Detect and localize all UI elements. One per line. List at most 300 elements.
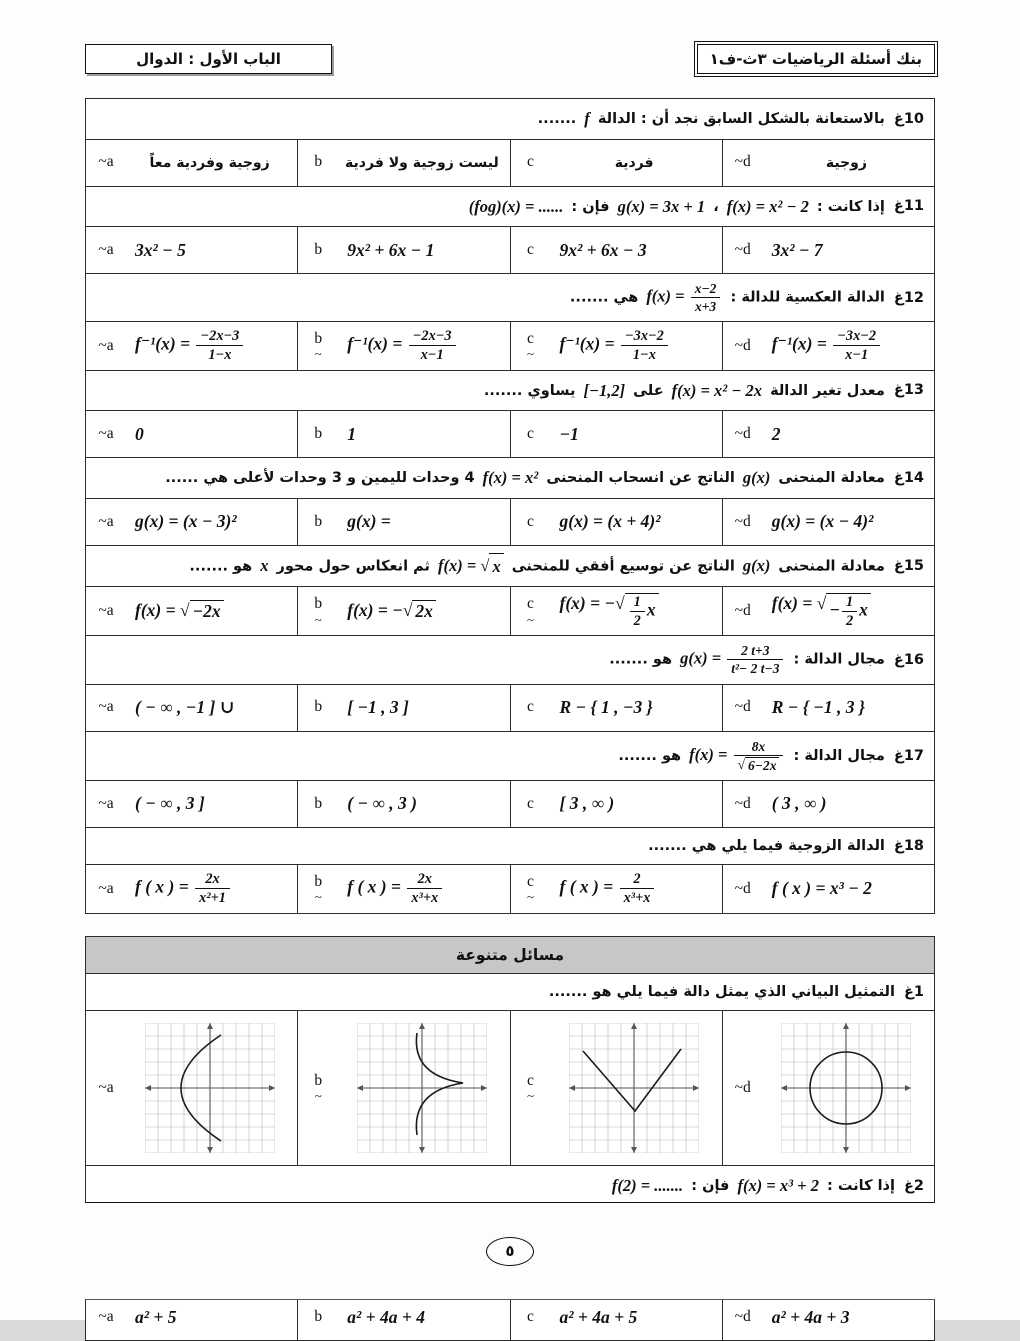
- tilde-mark: ~: [315, 890, 322, 904]
- math-text: 2x: [418, 871, 432, 887]
- question-number: 12غ: [889, 290, 924, 306]
- options-row: [86, 1010, 935, 1165]
- fraction-denominator: [196, 346, 243, 363]
- radicand: [412, 600, 436, 622]
- option-letter: b: [314, 426, 322, 442]
- option-label: [521, 1073, 541, 1103]
- math-text: f(x) = x² − 2: [727, 197, 809, 216]
- math-expression: [772, 240, 823, 261]
- question-row: [86, 545, 935, 587]
- question-text: [96, 194, 924, 220]
- math-expression: [772, 424, 781, 445]
- option-label: [96, 426, 116, 442]
- math-expression: [560, 424, 579, 445]
- option-label: [308, 1309, 328, 1325]
- option-label: [96, 881, 116, 897]
- graph-v-curve: [569, 1023, 699, 1153]
- option-letter: ~a: [98, 514, 113, 530]
- option-letter: c: [527, 796, 534, 812]
- math-expression: [583, 378, 625, 404]
- math-text: −1: [560, 424, 579, 444]
- math-expression: [772, 328, 882, 363]
- option-label: [521, 874, 541, 904]
- option-label: [308, 154, 328, 170]
- arabic-text: هي .......: [570, 290, 643, 306]
- graph-sideways-parabola: [145, 1023, 275, 1153]
- math-text: f(x) = x² − 2x: [672, 381, 762, 400]
- math-expression: [689, 739, 785, 773]
- option-cell: [86, 1294, 298, 1341]
- option-label: [308, 426, 328, 442]
- math-expression: [560, 697, 653, 718]
- option-letter: ~d: [735, 242, 751, 258]
- option-label: [733, 242, 753, 258]
- option-letter: ~a: [98, 426, 113, 442]
- math-expression: [680, 643, 785, 676]
- tilde-mark: ~: [315, 1089, 322, 1103]
- tilde-mark: ~: [315, 347, 322, 361]
- option-letter: ~a: [98, 338, 113, 354]
- option-text: زوجية وفردية معاً: [132, 155, 287, 171]
- math-text: 6−2x: [748, 758, 776, 773]
- arabic-text: هو .......: [189, 558, 257, 574]
- math-text: a² + 4a + 4: [347, 1307, 425, 1327]
- option-letter: c: [527, 1073, 534, 1089]
- graph-circle: [781, 1023, 911, 1153]
- option-letter: b: [314, 154, 322, 170]
- radical-sign-icon: √: [480, 556, 489, 575]
- arabic-text: .......: [538, 111, 582, 127]
- option-cell: [298, 1294, 510, 1341]
- option-cell: [510, 684, 722, 731]
- math-text: R − { −1 , 3 }: [772, 697, 865, 717]
- question-number: 16غ: [889, 652, 924, 668]
- math-text: 2: [634, 613, 641, 629]
- option-cell: [510, 1010, 722, 1165]
- arabic-text: التمثيل البياني الذي يمثل دالة فيما يلي هو .......: [549, 984, 895, 1000]
- option-text: زوجية: [769, 155, 924, 171]
- option-letter: ~d: [735, 881, 751, 897]
- question-number: 17غ: [889, 748, 924, 764]
- option-cell: [722, 139, 934, 186]
- question-text: [96, 106, 924, 132]
- option-letter: c: [527, 154, 534, 170]
- math-expression: [772, 511, 874, 532]
- math-expression: [560, 793, 615, 814]
- option-letter: ~a: [98, 1080, 113, 1096]
- option-label: [308, 796, 328, 812]
- math-text: 2: [846, 613, 853, 629]
- option-label: [521, 796, 541, 812]
- option-letter: c: [527, 699, 534, 715]
- math-expression: [772, 697, 865, 718]
- square-root: [480, 553, 503, 580]
- math-expression: [135, 600, 224, 622]
- option-cell: [86, 1010, 298, 1165]
- option-label: [733, 154, 753, 170]
- math-expression: [347, 328, 457, 363]
- option-cell: [722, 780, 934, 827]
- radicand: [826, 593, 871, 629]
- option-label: [96, 1080, 116, 1096]
- fraction-denominator: [833, 346, 880, 363]
- arabic-text: معادلة المنحنى: [773, 470, 884, 486]
- tilde-mark: ~: [527, 613, 534, 627]
- option-cell: [510, 1294, 722, 1341]
- math-text: f(x) =: [772, 593, 817, 613]
- math-text: [ −1 , 3 ]: [347, 697, 409, 717]
- math-text: f(x) = −: [560, 593, 616, 613]
- option-label: [733, 796, 753, 812]
- math-text: g(x) =: [347, 511, 391, 531]
- math-text: f⁻¹(x) =: [347, 334, 406, 354]
- math-text: (fog)(x) = ......: [469, 197, 564, 216]
- option-letter: b: [314, 331, 322, 347]
- fraction-denominator: [409, 346, 456, 363]
- option-letter: ~a: [98, 154, 113, 170]
- option-label: [308, 596, 328, 626]
- option-cell: [86, 322, 298, 370]
- math-text: f⁻¹(x) =: [560, 334, 619, 354]
- fraction: [630, 594, 645, 629]
- fraction: [621, 328, 668, 363]
- radicand: [745, 757, 779, 773]
- math-text: f ( x ) =: [135, 877, 193, 897]
- option-label: [733, 699, 753, 715]
- option-cell: [298, 322, 510, 370]
- math-text: −: [829, 600, 840, 620]
- math-text: f(x) =: [438, 556, 480, 575]
- option-letter: ~d: [735, 154, 751, 170]
- math-text: [−1,2]: [583, 381, 625, 400]
- fraction-numerator: [734, 739, 784, 756]
- math-text: f(x) = x³ + 2: [737, 1176, 819, 1195]
- square-root: [615, 593, 659, 629]
- fraction-denominator: [620, 889, 655, 906]
- math-text: −2x−3: [413, 328, 452, 344]
- math-text: 2x: [415, 601, 433, 621]
- math-expression: [727, 194, 809, 220]
- arabic-text: بالاستعانة بالشكل السابق نجد أن : الدالة: [593, 111, 885, 127]
- math-expression: [560, 511, 661, 532]
- option-cell: [510, 498, 722, 545]
- math-expression: [612, 1173, 683, 1199]
- math-expression: [347, 697, 409, 718]
- option-label: [733, 603, 753, 619]
- fraction: [833, 328, 880, 363]
- math-expression: [135, 793, 205, 814]
- options-row: [86, 411, 935, 458]
- option-letter: ~d: [735, 699, 751, 715]
- fraction-denominator: [621, 346, 668, 363]
- math-expression: [135, 1307, 176, 1328]
- graph-sideways-cubic: [357, 1023, 487, 1153]
- option-cell: [722, 227, 934, 274]
- options-row: [86, 139, 935, 186]
- options-row: [86, 322, 935, 370]
- math-text: g(x) =: [680, 649, 725, 668]
- math-expression: [772, 878, 872, 899]
- math-text: g(x): [743, 556, 771, 575]
- question-number: 11غ: [889, 198, 924, 214]
- option-letter: ~d: [735, 514, 751, 530]
- option-label: [733, 338, 753, 354]
- math-text: 1: [347, 424, 356, 444]
- arabic-text: الناتج عن انسحاب المنحنى: [541, 470, 740, 486]
- question-text: [96, 465, 924, 491]
- radical-sign-icon: √: [738, 757, 745, 772]
- option-label: [308, 699, 328, 715]
- option-graph: [769, 1017, 924, 1159]
- option-cell: [722, 865, 934, 913]
- questions-table-1: [85, 98, 935, 914]
- question-text: [96, 1173, 924, 1199]
- fraction-numerator: [195, 871, 230, 889]
- arabic-text: الدالة العكسية للدالة :: [725, 290, 884, 306]
- option-label: [733, 426, 753, 442]
- fraction-numerator: [407, 871, 442, 889]
- math-text: f⁻¹(x) =: [135, 334, 194, 354]
- options-row: [86, 780, 935, 827]
- math-text: a² + 5: [135, 1307, 176, 1327]
- math-expression: [347, 600, 436, 622]
- math-text: 3x² − 5: [135, 240, 186, 260]
- option-letter: ~d: [735, 338, 751, 354]
- question-row: [86, 186, 935, 227]
- question-bank-title-box: بنك أسئلة الرياضيات ٣ث-ف١: [697, 44, 935, 74]
- radicand: [625, 593, 659, 629]
- math-expression: [560, 240, 647, 261]
- options-row: [86, 227, 935, 274]
- option-letter: b: [314, 796, 322, 812]
- fraction-numerator: [196, 328, 243, 346]
- math-text: 2 t+3: [741, 643, 769, 658]
- option-letter: ~a: [98, 242, 113, 258]
- option-cell: [298, 587, 510, 636]
- option-letter: b: [314, 1073, 322, 1089]
- option-cell: [510, 411, 722, 458]
- options-row: [86, 587, 935, 636]
- option-cell: [298, 411, 510, 458]
- square-root: [180, 600, 224, 622]
- option-graph: [344, 1017, 499, 1159]
- option-cell: [86, 780, 298, 827]
- math-expression: [438, 553, 504, 580]
- math-text: g(x) = (x + 4)²: [560, 511, 661, 531]
- fraction-denominator: [195, 889, 230, 906]
- fraction: [842, 594, 857, 629]
- option-letter: c: [527, 874, 534, 890]
- option-cell: [86, 411, 298, 458]
- math-expression: [584, 106, 590, 132]
- option-cell: [86, 139, 298, 186]
- fraction-numerator: [620, 871, 655, 889]
- option-letter: ~d: [735, 1080, 751, 1096]
- radical-sign-icon: √: [817, 593, 827, 613]
- option-label: [308, 242, 328, 258]
- option-letter: b: [314, 514, 322, 530]
- option-graph: [132, 1017, 287, 1159]
- math-text: ( − ∞ , −1 ] ∪: [135, 697, 234, 717]
- math-text: f(x) =: [646, 287, 688, 306]
- options-row: [86, 684, 935, 731]
- arabic-text: معادلة المنحنى: [773, 558, 884, 574]
- option-label: [308, 874, 328, 904]
- math-expression: [772, 1307, 850, 1328]
- option-label: [733, 1080, 753, 1096]
- radicand: [489, 553, 503, 580]
- question-row: [86, 99, 935, 140]
- math-expression: [618, 194, 706, 220]
- math-expression: [347, 424, 356, 445]
- option-letter: c: [527, 331, 534, 347]
- option-label: [308, 331, 328, 361]
- fraction-numerator: [630, 594, 645, 612]
- math-text: 3x² − 7: [772, 240, 823, 260]
- arabic-text: هو .......: [609, 652, 677, 668]
- square-root: [403, 600, 436, 622]
- math-text: 2x: [205, 871, 219, 887]
- fraction-denominator: [407, 889, 442, 906]
- math-expression: [646, 281, 722, 314]
- arabic-text: مجال الدالة :: [788, 748, 884, 764]
- math-text: x³+x: [624, 890, 651, 906]
- math-text: f(x) =: [689, 745, 731, 764]
- radical-sign-icon: √: [403, 600, 413, 620]
- option-letter: ~a: [98, 1309, 113, 1325]
- option-graph: [557, 1017, 712, 1159]
- option-label: [521, 426, 541, 442]
- math-text: f(2) = .......: [612, 1176, 683, 1195]
- option-letter: ~d: [735, 1309, 751, 1325]
- math-expression: [135, 871, 232, 906]
- radical-sign-icon: √: [615, 593, 625, 613]
- math-text: x: [647, 600, 656, 620]
- option-label: [96, 338, 116, 354]
- arabic-text: 4 وحدات لليمين و 3 وحدات لأعلى هي ......: [165, 470, 479, 486]
- math-expression: [347, 511, 391, 532]
- question-text: [96, 553, 924, 580]
- math-expression: [772, 793, 827, 814]
- option-letter: c: [527, 242, 534, 258]
- math-text: x: [859, 600, 868, 620]
- math-text: 1: [846, 594, 853, 610]
- arabic-text: إذا كانت :: [812, 198, 885, 214]
- question-number: 14غ: [889, 470, 924, 486]
- option-label: [96, 796, 116, 812]
- radicand: [190, 600, 224, 622]
- square-root: [738, 757, 780, 773]
- arabic-text: معدل تغير الدالة: [765, 382, 885, 398]
- arabic-text: فإن :: [686, 1178, 734, 1194]
- option-label: [308, 1073, 328, 1103]
- math-text: ( − ∞ , 3 ): [347, 793, 417, 813]
- option-cell: [722, 1010, 934, 1165]
- fraction: [407, 871, 442, 906]
- fraction: [196, 328, 243, 363]
- option-cell: [510, 587, 722, 636]
- option-cell: [722, 587, 934, 636]
- fraction-numerator: [691, 281, 721, 298]
- arabic-text: ثم انعكاس حول محور: [271, 558, 435, 574]
- math-text: 1−x: [208, 347, 231, 363]
- math-text: 9x² + 6x − 3: [560, 240, 647, 260]
- math-text: f ( x ) =: [560, 877, 618, 897]
- math-expression: [743, 465, 771, 491]
- option-cell: [298, 1010, 510, 1165]
- option-label: [733, 1309, 753, 1325]
- math-expression: [347, 871, 444, 906]
- math-text: x−2: [695, 281, 717, 296]
- math-expression: [737, 1173, 819, 1199]
- option-cell: [298, 684, 510, 731]
- math-expression: [560, 328, 670, 363]
- question-number: 15غ: [889, 558, 924, 574]
- page-header: [85, 44, 935, 74]
- options-row: [86, 865, 935, 913]
- arabic-text: هو .......: [618, 748, 686, 764]
- math-expression: [772, 593, 871, 629]
- math-text: −2x: [193, 601, 221, 621]
- option-cell: [510, 139, 722, 186]
- option-letter: ~d: [735, 426, 751, 442]
- math-expression: [135, 697, 234, 718]
- banner-row: [86, 936, 935, 973]
- question-row: [86, 731, 935, 780]
- question-text: [96, 739, 924, 773]
- fraction: [195, 871, 230, 906]
- option-cell: [510, 322, 722, 370]
- option-label: [521, 331, 541, 361]
- math-text: f⁻¹(x) =: [772, 334, 831, 354]
- math-text: x: [260, 556, 268, 575]
- page-footer: [85, 1202, 935, 1300]
- tilde-mark: ~: [315, 613, 322, 627]
- math-text: x−1: [845, 347, 868, 363]
- math-text: 2: [772, 424, 781, 444]
- tilde-mark: ~: [527, 1089, 534, 1103]
- math-text: f(x) =: [135, 600, 180, 620]
- fraction: [409, 328, 456, 363]
- math-text: a² + 4a + 5: [560, 1307, 638, 1327]
- fraction-numerator: [621, 328, 668, 346]
- option-cell: [298, 780, 510, 827]
- math-text: ( − ∞ , 3 ]: [135, 793, 205, 813]
- math-text: g(x) = (x − 3)²: [135, 511, 237, 531]
- option-letter: c: [527, 596, 534, 612]
- option-letter: b: [314, 699, 322, 715]
- arabic-text: الدالة الزوجية فيما يلي هي .......: [648, 838, 885, 854]
- option-label: [96, 603, 116, 619]
- question-number: 2غ: [899, 1178, 924, 1194]
- arabic-text: على: [628, 382, 669, 398]
- option-label: [96, 154, 116, 170]
- math-text: g(x) = (x − 4)²: [772, 511, 874, 531]
- math-text: 0: [135, 424, 144, 444]
- question-text: [96, 643, 924, 676]
- option-cell: [86, 498, 298, 545]
- option-letter: b: [314, 242, 322, 258]
- option-cell: [510, 865, 722, 913]
- option-cell: [86, 865, 298, 913]
- option-cell: [722, 322, 934, 370]
- questions-table: [85, 98, 935, 914]
- fraction-numerator: [727, 643, 783, 660]
- math-text: ( 3 , ∞ ): [772, 793, 827, 813]
- math-expression: [560, 871, 657, 906]
- option-label: [96, 1309, 116, 1325]
- question-text: [96, 835, 924, 857]
